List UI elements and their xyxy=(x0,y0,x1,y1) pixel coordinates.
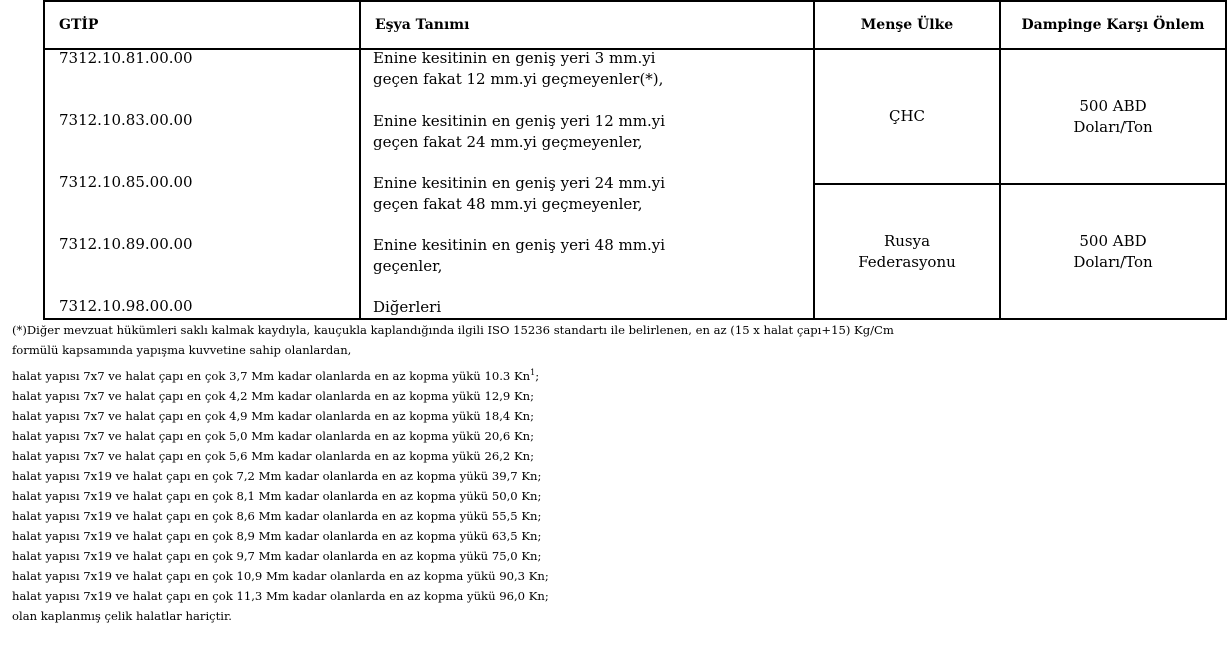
footnote-line-text: halat yapısı 7x7 ve halat çapı en çok 3,7 Mm kadar olanlarda en az kopma yükü 10.3 Kn xyxy=(12,369,531,383)
origin-text: Federasyonu xyxy=(858,252,956,271)
footnote-line: halat yapısı 7x19 ve halat çapı en çok 8,9 Mm kadar olanlarda en az kopma yükü 63,5 Kn; xyxy=(12,529,542,543)
footnote-line: halat yapısı 7x7 ve halat çapı en çok 5,0 Mm kadar olanlarda en az kopma yükü 20,6 Kn; xyxy=(12,429,534,443)
footnote xyxy=(12,320,1228,626)
footnote-line: halat yapısı 7x19 ve halat çapı en çok 11,3 Mm kadar olanlarda en az kopma yükü 96,0 Kn; xyxy=(12,589,549,603)
description-line: Diğerleri xyxy=(373,298,442,316)
anti-dumping-table xyxy=(43,0,1227,320)
header-gtip: GTİP xyxy=(44,1,360,49)
footnote-intro: (*)Diğer mevzuat hükümleri saklı kalmak kaydıyla, kauçukla kaplandığında ilgili ISO 15236 standartı ile belirlenen, en az (15 x halat çapı+15) Kg/Cm xyxy=(12,323,894,337)
footnote-line: olan kaplanmış çelik halatlar hariçtir. xyxy=(12,609,232,623)
measure-text: 500 ABD xyxy=(1079,96,1147,115)
footnote-line: halat yapısı 7x7 ve halat çapı en çok 4,2 Mm kadar olanlarda en az kopma yükü 12,9 Kn; xyxy=(12,389,534,403)
description-line: geçen fakat 24 mm.yi geçmeyenler, xyxy=(373,133,643,151)
description-line: geçen fakat 48 mm.yi geçmeyenler, xyxy=(373,195,643,213)
gtip-code: 7312.10.85.00.00 xyxy=(59,173,193,191)
measure-text: Doları/Ton xyxy=(1073,252,1153,271)
measure-text: Doları/Ton xyxy=(1073,117,1153,136)
origin-text: ÇHC xyxy=(888,107,926,125)
footnote-superscript: 1 xyxy=(530,368,536,378)
description-line: geçenler, xyxy=(373,257,443,275)
footnote-line: halat yapısı 7x19 ve halat çapı en çok 8,1 Mm kadar olanlarda en az kopma yükü 50,0 Kn; xyxy=(12,489,542,503)
footnote-line: halat yapısı 7x7 ve halat çapı en çok 4,9 Mm kadar olanlarda en az kopma yükü 18,4 Kn; xyxy=(12,409,534,423)
description-cell xyxy=(360,49,814,319)
footnote-intro: formülü kapsamında yapışma kuvvetine sahip olanlardan, xyxy=(12,343,352,357)
description-line: geçen fakat 12 mm.yi geçmeyenler(*), xyxy=(373,70,664,88)
origin-cell-russia xyxy=(814,184,1000,319)
footnote-line: halat yapısı 7x7 ve halat çapı en çok 5,6 Mm kadar olanlarda en az kopma yükü 26,2 Kn; xyxy=(12,449,534,463)
footnote-line: halat yapısı 7x19 ve halat çapı en çok 8,6 Mm kadar olanlarda en az kopma yükü 55,5 Kn; xyxy=(12,509,542,523)
footnote-line: halat yapısı 7x19 ve halat çapı en çok 7,2 Mm kadar olanlarda en az kopma yükü 39,7 Kn; xyxy=(12,469,542,483)
header-origin: Menşe Ülke xyxy=(814,1,1000,49)
gtip-code: 7312.10.83.00.00 xyxy=(59,111,193,129)
description-line: Enine kesitinin en geniş yeri 3 mm.yi xyxy=(373,49,656,67)
table-row xyxy=(44,49,1226,184)
gtip-code: 7312.10.98.00.00 xyxy=(59,297,193,315)
gtip-codes-cell xyxy=(44,49,360,319)
header-measure: Dampinge Karşı Önlem xyxy=(1000,1,1226,49)
description-line: Enine kesitinin en geniş yeri 12 mm.yi xyxy=(373,112,666,130)
measure-text: 500 ABD xyxy=(1079,231,1147,250)
footnote-line-end: ; xyxy=(535,369,540,383)
measure-cell-chc xyxy=(1000,49,1226,184)
footnote-line: halat yapısı 7x19 ve halat çapı en çok 9,7 Mm kadar olanlarda en az kopma yükü 75,0 Kn; xyxy=(12,549,542,563)
footnote-line xyxy=(12,366,1228,386)
footnote-line: halat yapısı 7x19 ve halat çapı en çok 10,9 Mm kadar olanlarda en az kopma yükü 90,3 Kn; xyxy=(12,569,549,583)
origin-cell-chc xyxy=(814,49,1000,184)
table-header-row xyxy=(44,1,1226,49)
header-description: Eşya Tanımı xyxy=(360,1,814,49)
gtip-code: 7312.10.81.00.00 xyxy=(59,49,193,67)
description-line: Enine kesitinin en geniş yeri 24 mm.yi xyxy=(373,174,666,192)
origin-text: Rusya xyxy=(883,231,931,250)
description-line: Enine kesitinin en geniş yeri 48 mm.yi xyxy=(373,236,666,254)
gtip-code: 7312.10.89.00.00 xyxy=(59,235,193,253)
measure-cell-russia xyxy=(1000,184,1226,319)
